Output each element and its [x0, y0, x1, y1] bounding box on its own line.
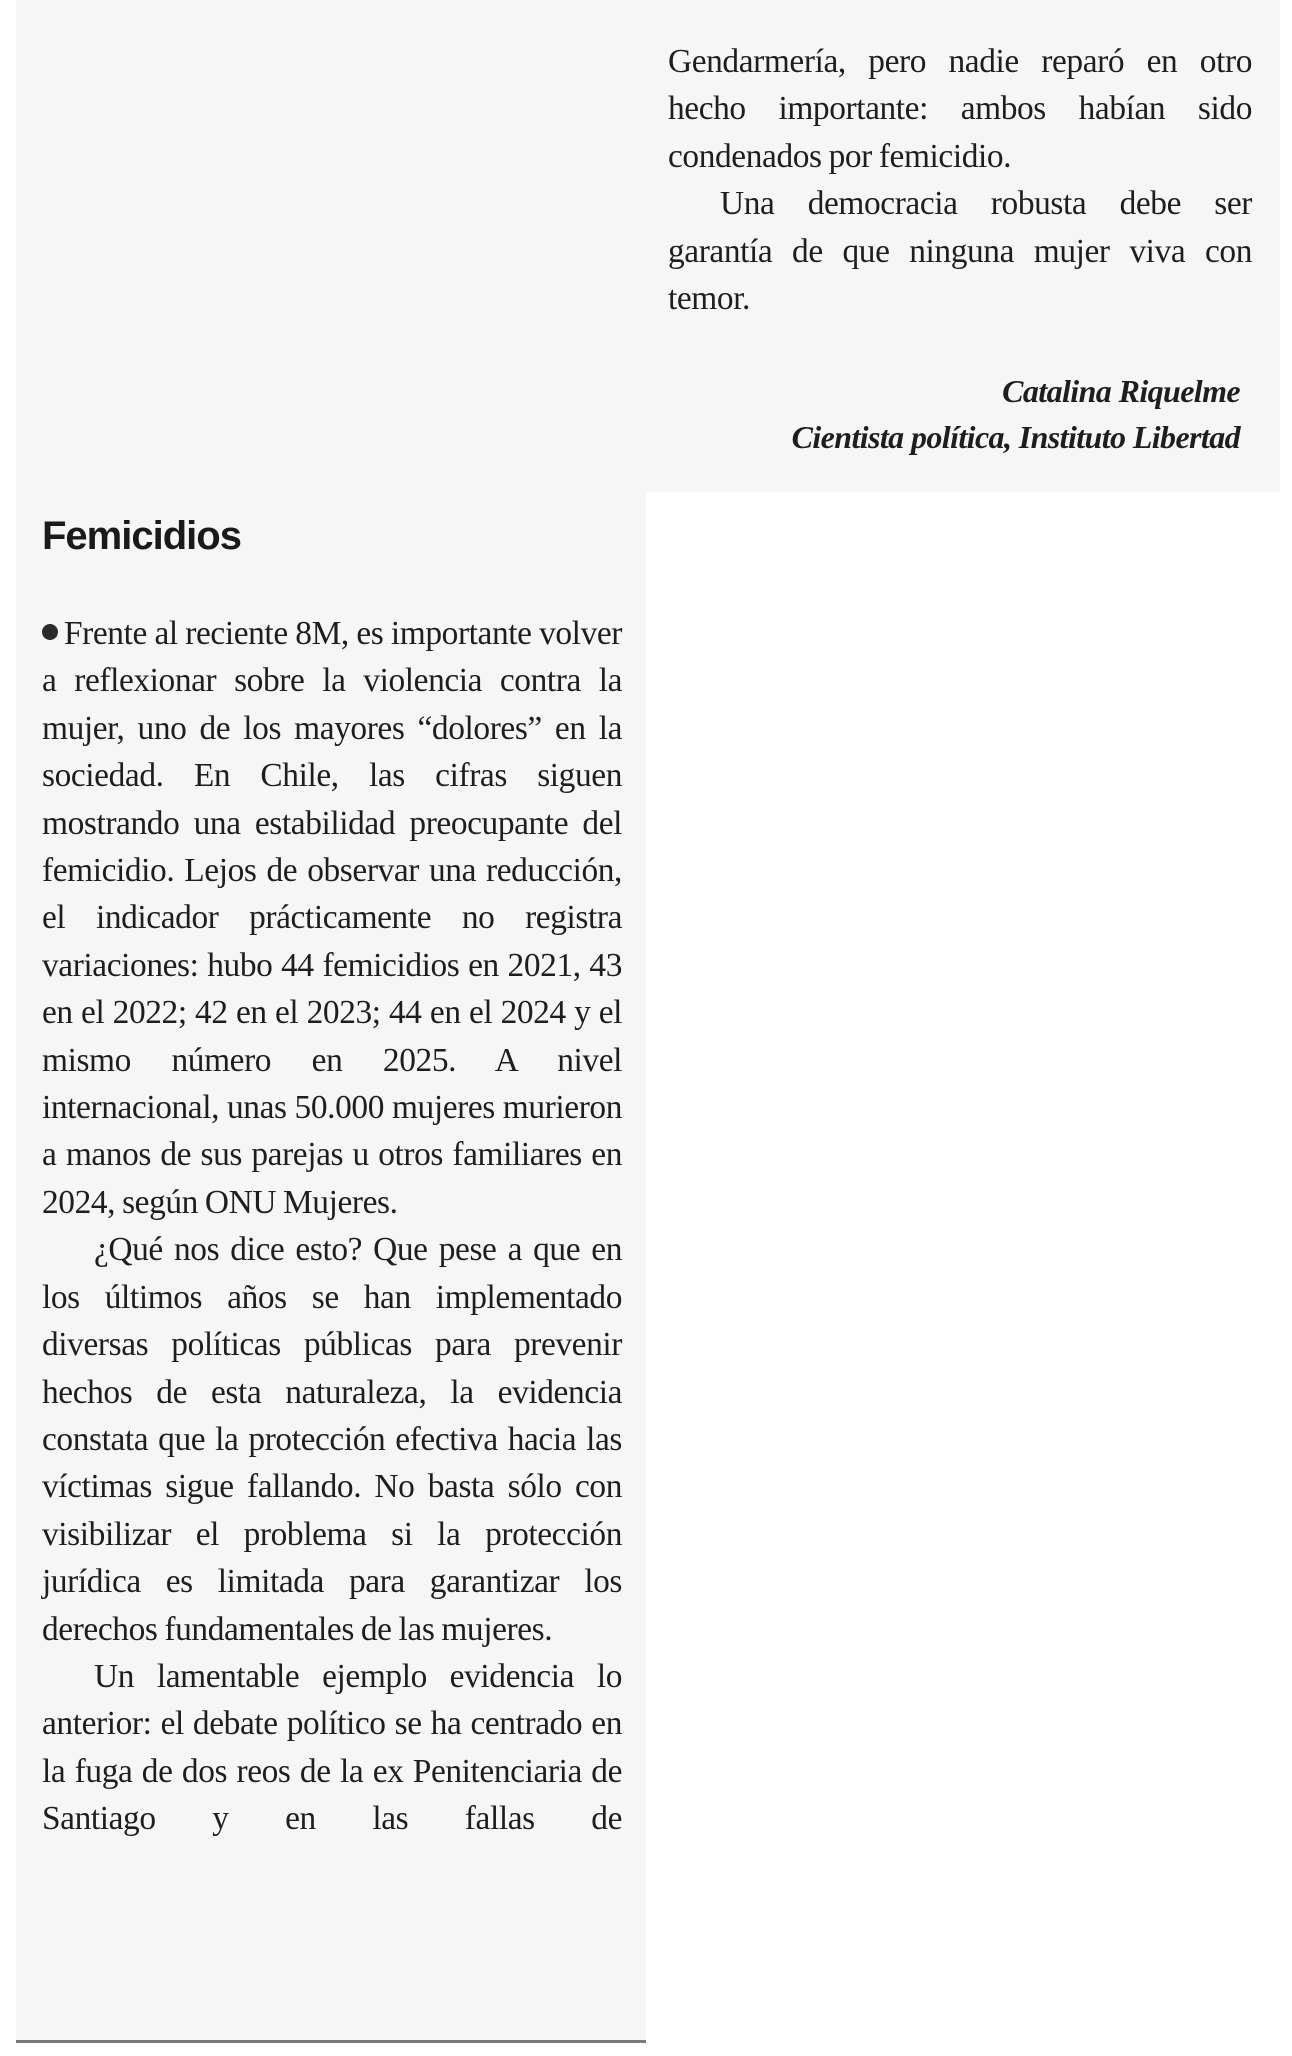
letter-paragraph-1-text: Frente al reciente 8M, es importante volver a reflexionar sobre la violencia contra la mujer, uno de los mayores “dolores” en la sociedad. En Chile, las cifras siguen mostrando una estabilidad preocupante del femicidio. Lejos de observar una reducción, el indicador prácticamente no registra variaciones: hubo 44 femicidios en 2021, 43 en el 2022; 42 en el 2023; 44 en el 2024 y el mismo número en 2025. A nivel internacional, unas 50.000 mujeres murieron a manos de sus parejas u otros familiares en 2024, según ONU Mujeres.: [42, 615, 622, 1221]
author-title: Cientista política, Instituto Libertad: [791, 419, 1240, 455]
author-signature: [792, 368, 1240, 460]
continuation-paragraph: Gendarmería, pero nadie reparó en otro hecho importante: ambos habían sido condenados por femicidio.: [668, 43, 1252, 175]
letter-body: [42, 610, 622, 1843]
letter-headline: Femicidios: [42, 514, 241, 558]
bullet-icon: [42, 624, 58, 640]
letter-paragraph-1: [42, 610, 622, 1226]
closing-paragraph: Una democracia robusta debe ser garantía de que ninguna mujer viva con temor.: [668, 185, 1252, 318]
letter-paragraph-3: Un lamentable ejemplo evidencia lo anterior: el debate político se ha centrado en la fuga de dos reos de la ex Penitenciaria de Santiago y en las fallas de: [42, 1657, 622, 1838]
letter-paragraph-2: ¿Qué nos dice esto? Que pese a que en los últimos años se han implementado diversas políticas públicas para prevenir hechos de esta naturaleza, la evidencia constata que la protección efectiva hacia las víctimas sigue fallando. No basta sólo con visibilizar el problema si la protección jurídica es limitada para garantizar los derechos fundamentales de las mujeres.: [42, 1231, 622, 1648]
author-name: Catalina Riquelme: [1002, 373, 1240, 409]
column-bottom-rule: [16, 2040, 646, 2043]
previous-letter-body: [668, 38, 1252, 322]
